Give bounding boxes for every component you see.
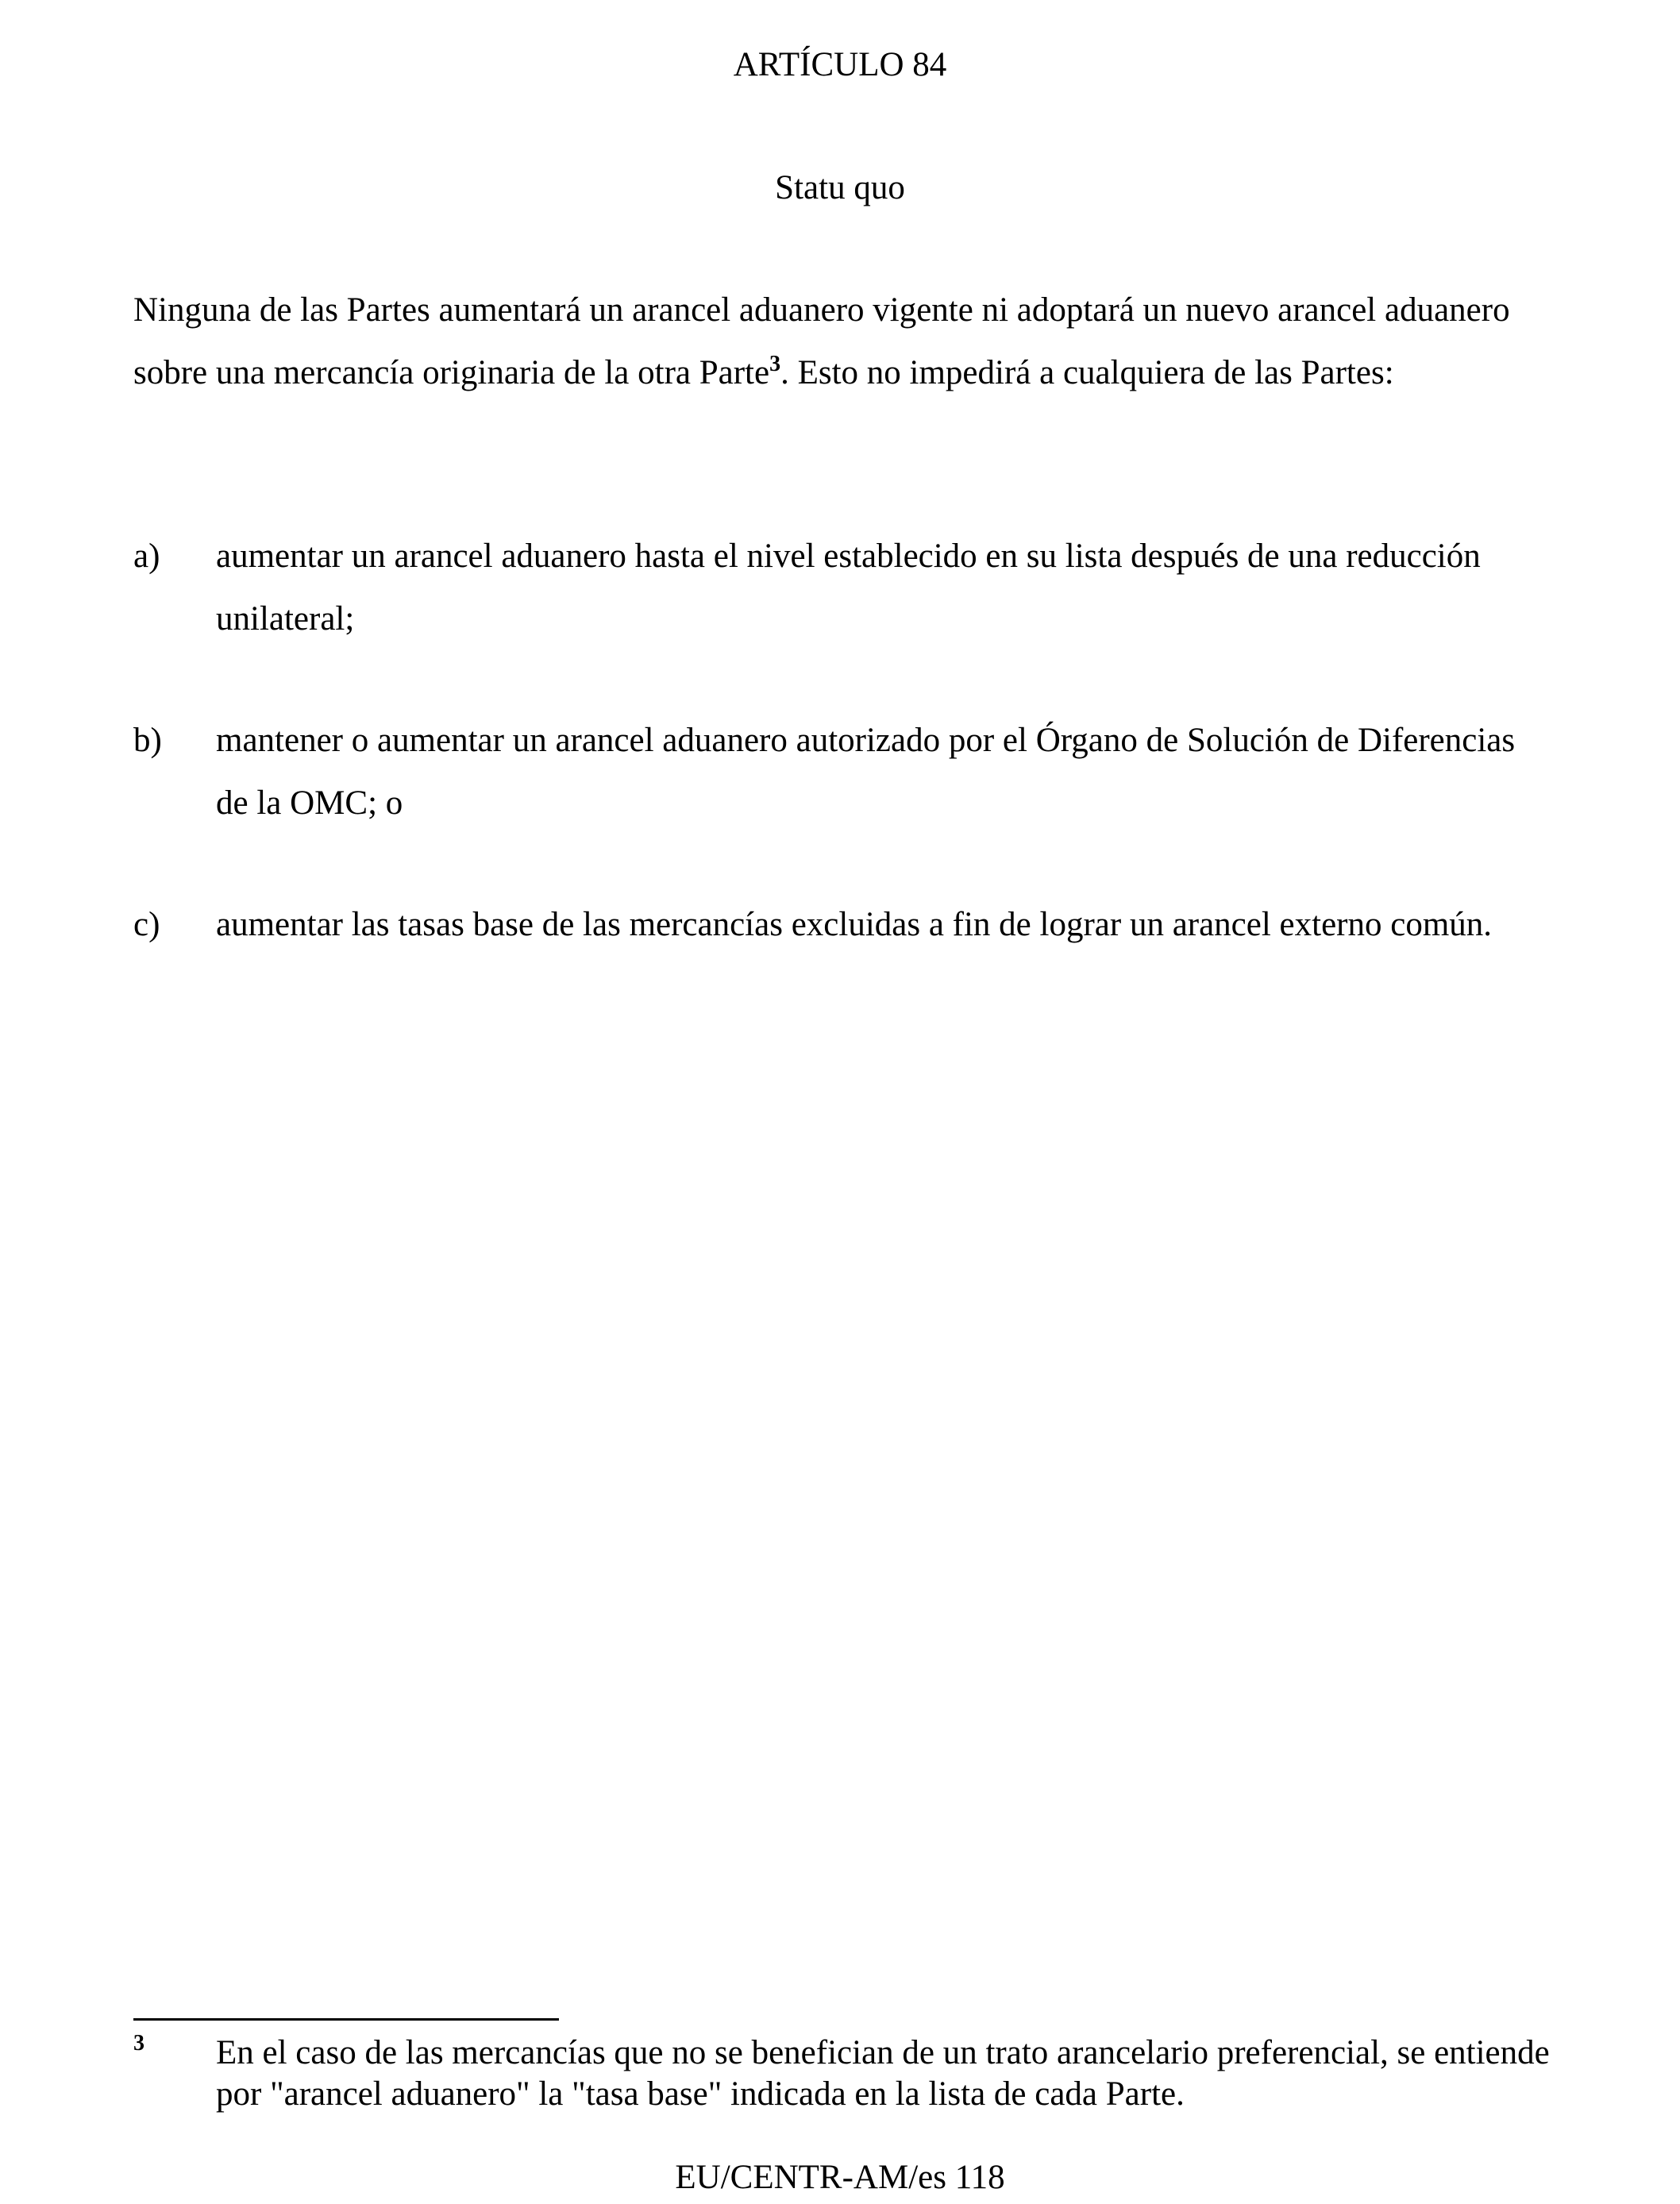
footnote-reference: 3 [769,352,781,376]
intro-paragraph [133,279,1562,404]
footnote-divider [133,2018,559,2021]
intro-text-after-note: . Esto no impedirá a cualquiera de las Partes: [780,354,1394,391]
footnote-text: En el caso de las mercancías que no se benefician de un trato arancelario preferencial, se entiende por "arancel aduanero" la "tasa base" indicada en la lista de cada Parte. [216,2034,1550,2113]
footnote-mark: 3 [133,2031,144,2056]
list-item-text: aumentar las tasas base de las mercancías excluidas a fin de lograr un arancel externo común. [216,906,1493,943]
list-item-text: mantener o aumentar un arancel aduanero autorizado por el Órgano de Solución de Diferencias de la OMC; o [216,722,1516,822]
list-item-letter: a) [133,538,160,575]
intro-text-before-note: Ninguna de las Partes aumentará un arancel aduanero vigente ni adoptará un nuevo arancel aduanero sobre una mercancía originaria de la otra Parte [133,291,1510,391]
page-footer-reference: EU/CENTR-AM/es 118 [675,2159,1005,2196]
article-subtitle: Statu quo [775,169,905,206]
list-item-text: aumentar un arancel aduanero hasta el nivel establecido en su lista después de una reducción unilateral; [216,538,1481,638]
article-title: ARTÍCULO 84 [733,46,947,83]
list-item-letter: b) [133,722,162,759]
list-item-letter: c) [133,906,160,943]
